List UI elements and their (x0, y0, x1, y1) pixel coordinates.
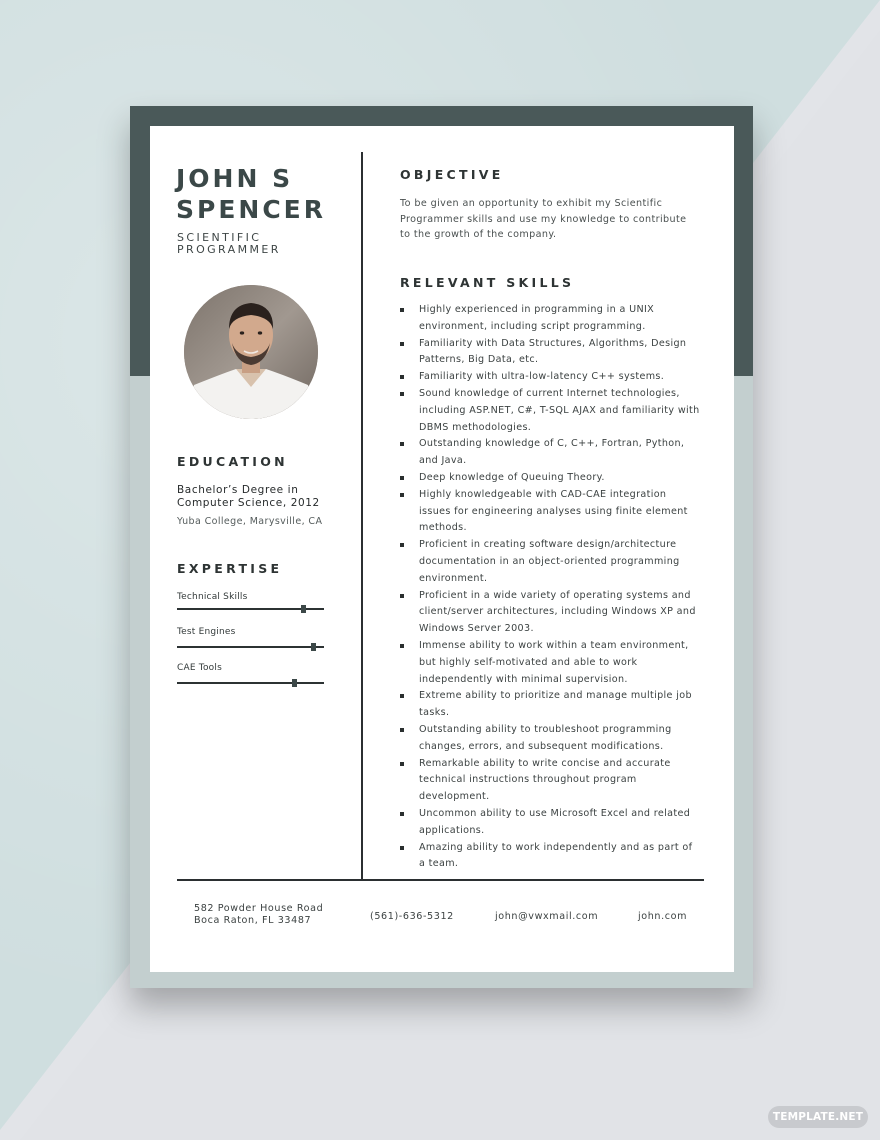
skill-item (400, 386, 700, 436)
bullet-icon (400, 442, 404, 446)
bullet-icon (400, 308, 404, 312)
skill-item-text: Remarkable ability to write concise and accurate technical instructions throughout program development. (419, 757, 671, 803)
skill-item-text: Amazing ability to work independently and as part of a team. (419, 841, 693, 870)
bullet-icon (400, 594, 404, 598)
address-line-2: Boca Raton, FL 33487 (194, 915, 312, 926)
skill-item-text: Outstanding knowledge of C, C++, Fortran, Python, and Java. (419, 438, 685, 467)
expertise-label: CAE Tools (177, 663, 222, 673)
education-heading: EDUCATION (177, 454, 288, 469)
expertise-bar (177, 646, 324, 648)
skill-item-text: Highly experienced in programming in a UNIX environment, including script programming. (419, 304, 655, 332)
skill-item-text: Sound knowledge of current Internet technologies, including ASP.NET, C#, T-SQL AJAX and familiarity with DBMS methodologies. (419, 387, 700, 433)
objective-heading: OBJECTIVE (400, 167, 504, 182)
candidate-name: JOHN S SPENCER (176, 164, 327, 224)
skill-item-text: Familiarity with ultra-low-latency C++ systems. (419, 371, 665, 383)
bullet-icon (400, 543, 404, 547)
skill-item-text: Outstanding ability to troubleshoot programming changes, errors, and subsequent modifications. (419, 723, 672, 752)
bullet-icon (400, 762, 404, 766)
bullet-icon (400, 812, 404, 816)
expertise-label: Test Engines (177, 627, 236, 637)
skill-item (400, 638, 700, 688)
expertise-bar (177, 682, 324, 684)
skill-item (400, 436, 700, 470)
email-address[interactable]: john@vwxmail.com (495, 911, 599, 922)
skill-item-text: Immense ability to work within a team environment, but highly self-motivated and able to work independently with minimal supervision. (419, 639, 689, 685)
education-degree: Bachelor’s Degree in Computer Science, 2012 (177, 484, 320, 509)
bullet-icon (400, 392, 404, 396)
skill-item-text: Deep knowledge of Queuing Theory. (419, 471, 605, 483)
skills-list (400, 302, 700, 873)
bullet-icon (400, 644, 404, 648)
expertise-bar-knob (292, 679, 297, 687)
skill-item (400, 336, 700, 370)
expertise-bar-knob (301, 605, 306, 613)
address-line-1: 582 Powder House Road (194, 903, 324, 914)
education-school: Yuba College, Marysville, CA (177, 516, 323, 527)
footer-divider (177, 879, 704, 881)
bullet-icon (400, 342, 404, 346)
bullet-icon (400, 476, 404, 480)
skill-item (400, 470, 700, 487)
skill-item (400, 688, 700, 722)
expertise-bar (177, 608, 324, 610)
bullet-icon (400, 493, 404, 497)
skill-item (400, 756, 700, 806)
skill-item (400, 369, 700, 386)
skill-item-text: Extreme ability to prioritize and manage multiple job tasks. (419, 690, 692, 719)
bullet-icon (400, 375, 404, 379)
bullet-icon (400, 694, 404, 698)
skill-item (400, 588, 700, 638)
website-link[interactable]: john.com (638, 911, 688, 922)
expertise-heading: EXPERTISE (177, 561, 283, 576)
skill-item-text: Proficient in a wide variety of operating systems and client/server architectures, including Windows XP and Windows Server 2003. (419, 589, 696, 635)
bullet-icon (400, 846, 404, 850)
watermark-badge: TEMPLATE.NET (768, 1106, 868, 1128)
skill-item (400, 537, 700, 587)
skills-heading: RELEVANT SKILLS (400, 275, 575, 290)
skill-item (400, 722, 700, 756)
skill-item (400, 806, 700, 840)
profile-photo (184, 285, 318, 419)
skill-item-text: Highly knowledgeable with CAD-CAE integration issues for engineering analyses using finite element methods. (419, 488, 688, 534)
column-divider (361, 152, 363, 880)
candidate-title: SCIENTIFIC PROGRAMMER (177, 231, 281, 256)
skill-item-text: Uncommon ability to use Microsoft Excel and related applications. (419, 807, 691, 836)
bullet-icon (400, 728, 404, 732)
objective-text: To be given an opportunity to exhibit my Scientific Programmer skills and use my knowledge to contribute to the growth of the company. (400, 198, 687, 240)
phone-number: (561)-636-5312 (370, 911, 454, 922)
skill-item (400, 487, 700, 537)
skill-item-text: Familiarity with Data Structures, Algorithms, Design Patterns, Big Data, etc. (419, 337, 687, 366)
skill-item (400, 302, 700, 336)
skill-item-text: Proficient in creating software design/architecture documentation in an object-oriented programming environment. (419, 539, 680, 584)
skill-item (400, 840, 700, 874)
profile-photo-illustration (184, 285, 318, 419)
expertise-label: Technical Skills (177, 592, 248, 602)
expertise-bar-knob (311, 643, 316, 651)
